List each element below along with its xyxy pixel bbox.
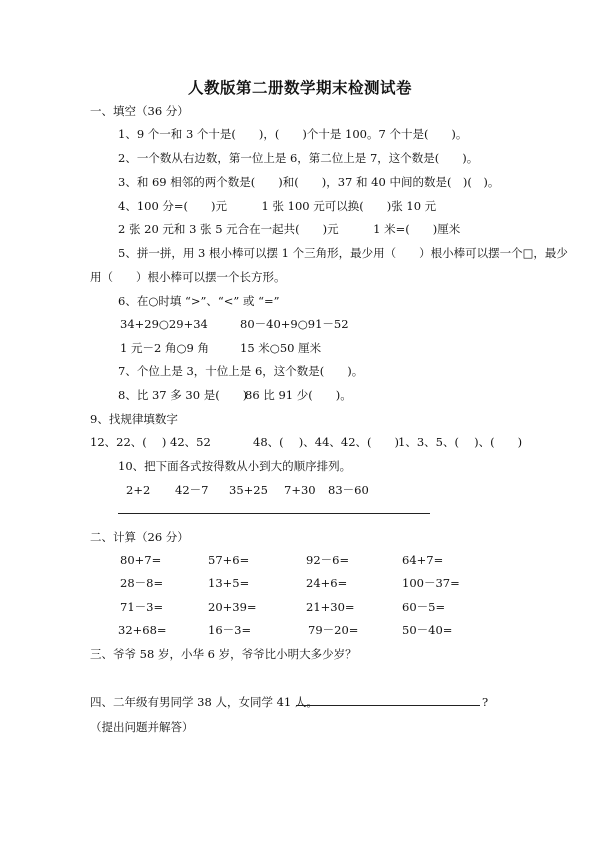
question-9: 9、找规律填数字 [90, 412, 178, 426]
calc-item: 50－40= [402, 623, 453, 637]
calc-item: 32+68= [118, 623, 167, 637]
calc-item: 24+6= [306, 576, 348, 590]
section-4-question: 四、二年级有男同学 38 人，女同学 41 人。 [90, 695, 318, 709]
question-8-part-1: 8、比 37 多 30 是( ) [118, 388, 248, 402]
calc-item: 60－5= [402, 600, 446, 614]
answer-line[interactable] [118, 513, 430, 514]
page-title: 人教版第二册数学期末检测试卷 [187, 78, 412, 97]
expression-item: 42－7 [175, 483, 209, 497]
section-1-heading: 一、填空（36 分） [90, 104, 189, 118]
sequence-item: 12、22、( ) 42、52 [90, 435, 211, 449]
question-mark: ? [482, 695, 489, 709]
calc-item: 20+39= [208, 600, 257, 614]
comparison-item: 15 米○50 厘米 [240, 341, 322, 355]
comparison-item: 1 元－2 角○9 角 [120, 341, 209, 355]
question-8-part-2: 86 比 91 少( )。 [245, 388, 352, 402]
calc-item: 13+5= [208, 576, 250, 590]
section-4-note: （提出问题并解答） [90, 720, 194, 734]
comparison-item: 34+29○29+34 [120, 317, 208, 331]
question-7: 7、个位上是 3，十位上是 6，这个数是( )。 [118, 364, 364, 378]
question-6: 6、在○时填 “>”、“<” 或 “=” [118, 294, 280, 308]
calc-item: 79－20= [308, 623, 359, 637]
question-2: 2、一个数从右边数，第一位上是 6，第二位上是 7，这个数是( )。 [118, 151, 479, 165]
calc-item: 16－3= [208, 623, 252, 637]
calc-item: 64+7= [402, 553, 444, 567]
calc-item: 80+7= [120, 553, 162, 567]
calc-item: 57+6= [208, 553, 250, 567]
calc-item: 21+30= [306, 600, 355, 614]
expression-item: 7+30 [284, 483, 316, 497]
question-3: 3、和 69 相邻的两个数是( )和( )，37 和 40 中间的数是( )( )。 [118, 175, 500, 189]
question-4-line-2: 2 张 20 元和 3 张 5 元合在一起共( )元 1 米=( )厘米 [118, 222, 461, 236]
sequence-item: 1、3、5、( )、( ) [398, 435, 523, 449]
calc-item: 71－3= [120, 600, 164, 614]
comparison-item: 80－40+9○91－52 [240, 317, 349, 331]
section-2-heading: 二、计算（26 分） [90, 530, 189, 544]
calc-item: 28－8= [120, 576, 164, 590]
question-fill-line[interactable] [296, 705, 480, 706]
question-4-line-1: 4、100 分=( )元 1 张 100 元可以换( )张 10 元 [118, 199, 437, 213]
question-10: 10、把下面各式按得数从小到大的顺序排列。 [118, 459, 352, 473]
calc-item: 92－6= [306, 553, 350, 567]
question-5-line-2: 用（ ）根小棒可以摆一个长方形。 [90, 270, 286, 284]
sequence-item: 48、( )、44、42、( ) [253, 435, 400, 449]
question-5-line-1: 5、拼一拼，用 3 根小棒可以摆 1 个三角形，最少用（ ）根小棒可以摆一个□，最少 [118, 246, 568, 260]
calc-item: 100－37= [402, 576, 460, 590]
section-3-question: 三、爷爷 58 岁，小华 6 岁，爷爷比小明大多少岁？ [90, 647, 357, 661]
expression-item: 83－60 [328, 483, 369, 497]
expression-item: 35+25 [229, 483, 268, 497]
question-1: 1、9 个一和 3 个十是( )，( )个十是 100。7 个十是( )。 [118, 127, 468, 141]
expression-item: 2+2 [126, 483, 151, 497]
